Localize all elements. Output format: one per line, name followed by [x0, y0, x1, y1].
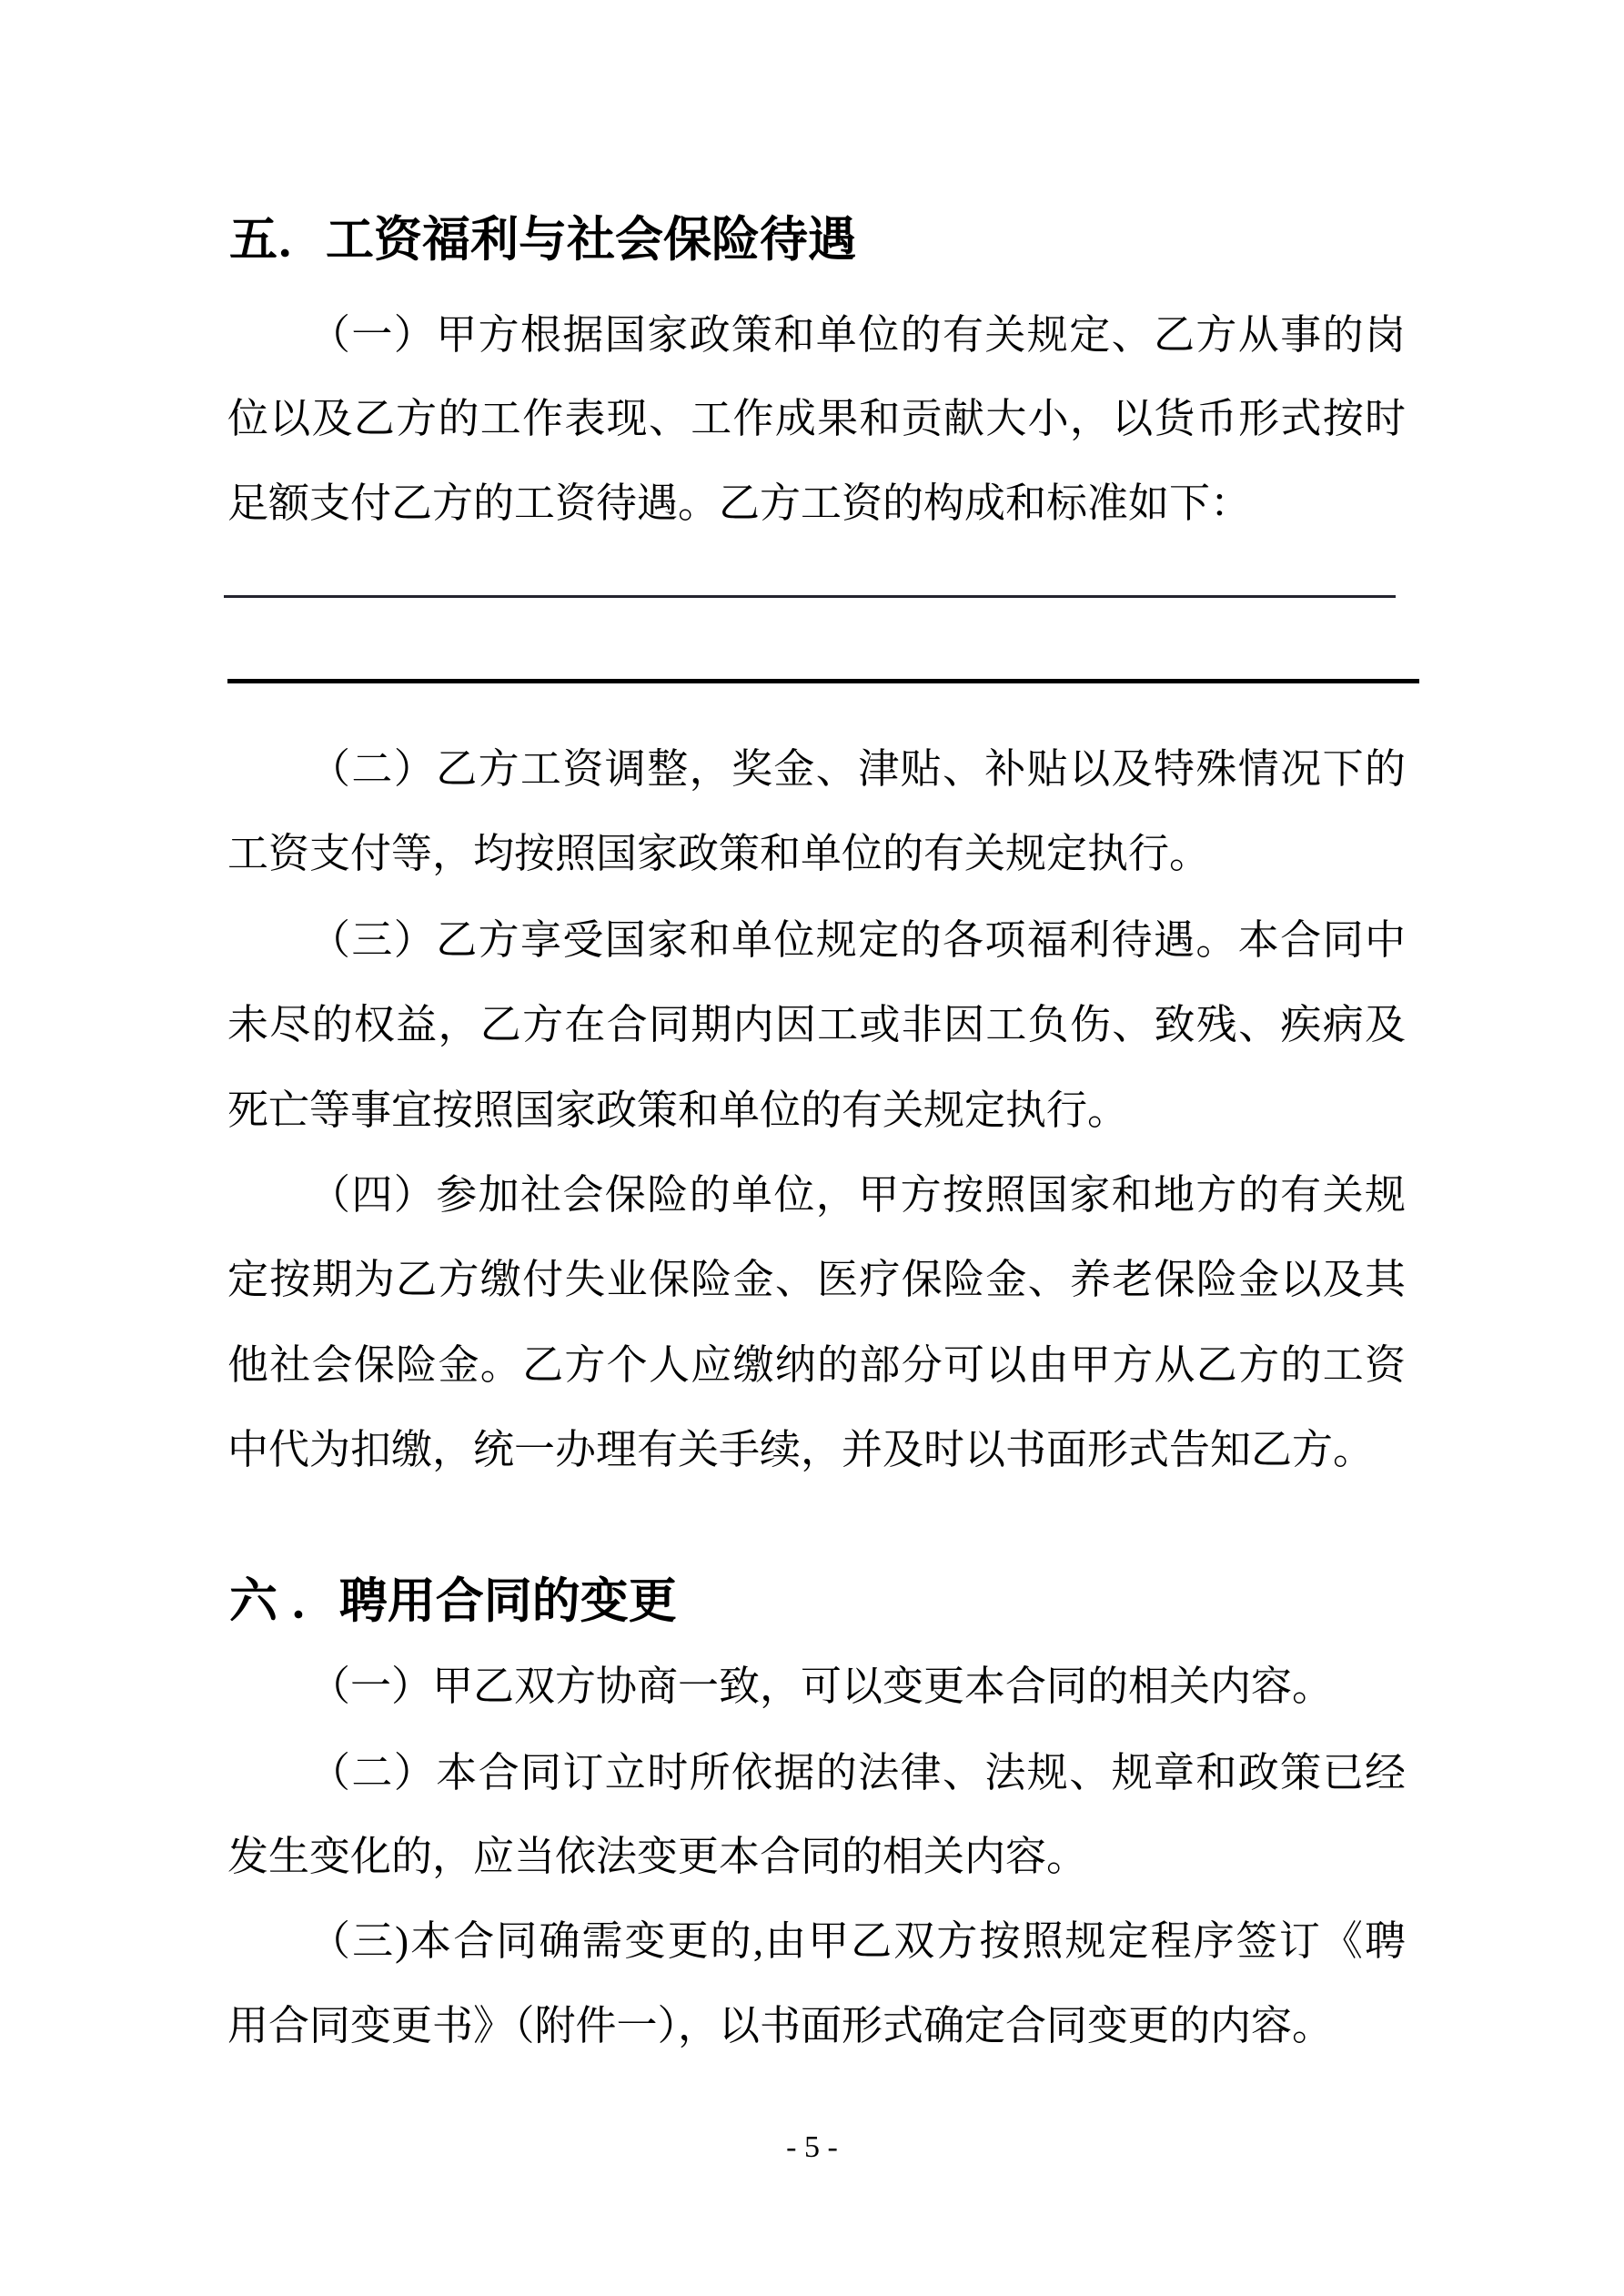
section-5-heading: 五．工资福利与社会保险待遇	[229, 213, 856, 267]
section-5-clause-3-line: 死亡等事宜按照国家政策和单位的有关规定执行。	[227, 1087, 1129, 1133]
section-6-clause-3-line: 用合同变更书》（附件一），以书面形式确定合同变更的内容。	[227, 2003, 1334, 2048]
section-5-clause-2-line: （二）乙方工资调整，奖金、津贴、补贴以及特殊情况下的	[309, 746, 1406, 792]
section-6-clause-1-line: （一）甲乙双方协商一致，可以变更本合同的相关内容。	[309, 1664, 1334, 1709]
section-6-heading: 六 ．聘用合同的变更	[229, 1574, 677, 1628]
page-number: - 5 -	[786, 2130, 838, 2164]
section-5-clause-3-line: 未尽的权益，乙方在合同期内因工或非因工负伤、致残、疾病及	[227, 1002, 1406, 1047]
fill-in-blank-line	[224, 595, 1396, 598]
section-5-clause-1-line: （一）甲方根据国家政策和单位的有关规定、乙方从事的岗	[309, 312, 1406, 358]
section-5-clause-4-line: （四）参加社会保险的单位，甲方按照国家和地方的有关规	[309, 1172, 1406, 1218]
section-6-clause-2-line: （二）本合同订立时所依据的法律、法规、规章和政策已经	[309, 1750, 1406, 1795]
section-5-clause-4-line: 定按期为乙方缴付失业保险金、医疗保险金、养老保险金以及其	[227, 1257, 1406, 1302]
section-5-clause-1-line: 位以及乙方的工作表现、工作成果和贡献大小，以货币形式按时	[227, 396, 1406, 441]
section-6-clause-3-line: （三)本合同确需变更的,由甲乙双方按照规定程序签订《聘	[309, 1918, 1406, 1964]
section-5-clause-4-line: 中代为扣缴，统一办理有关手续，并及时以书面形式告知乙方。	[227, 1427, 1375, 1472]
section-5-clause-2-line: 工资支付等，均按照国家政策和单位的有关规定执行。	[227, 831, 1211, 876]
section-5-clause-4-line: 他社会保险金。乙方个人应缴纳的部分可以由甲方从乙方的工资	[227, 1342, 1406, 1388]
section-6-clause-2-line: 发生变化的，应当依法变更本合同的相关内容。	[227, 1834, 1088, 1879]
fill-in-blank-line	[227, 679, 1419, 683]
section-5-clause-3-line: （三）乙方享受国家和单位规定的各项福利待遇。本合同中	[309, 917, 1406, 963]
section-5-clause-1-line: 足额支付乙方的工资待遇。乙方工资的构成和标准如下：	[227, 480, 1252, 526]
